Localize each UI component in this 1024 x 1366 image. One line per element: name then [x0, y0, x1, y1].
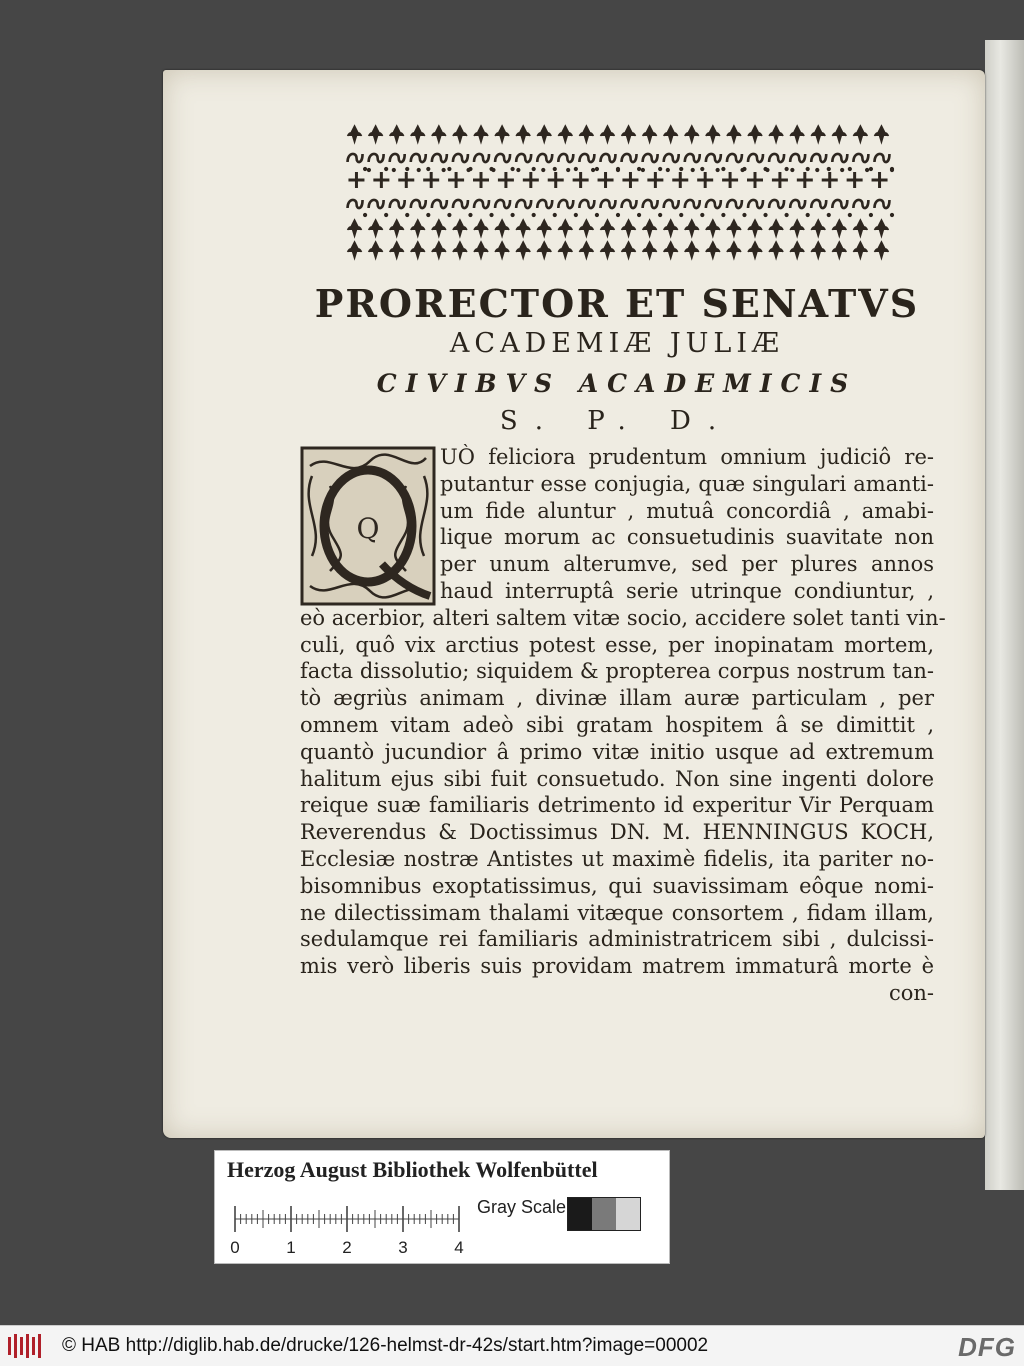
ornament-cross	[872, 172, 888, 188]
ornament-star	[511, 213, 514, 216]
ornament-star	[637, 167, 640, 170]
ornament-fleur	[390, 126, 404, 142]
ruler-number: 2	[342, 1238, 352, 1257]
ornament-scroll	[874, 154, 889, 162]
ornament-star	[741, 168, 744, 171]
ornament-scroll	[643, 200, 658, 208]
document-text	[300, 281, 946, 1007]
ornament-star	[406, 213, 409, 216]
ornament-scroll	[832, 154, 847, 162]
ornament-cross	[548, 172, 564, 188]
ornament-star	[469, 213, 472, 216]
ornament-scroll	[727, 154, 742, 162]
ornament-star	[574, 213, 577, 216]
gray-scale-swatches	[567, 1197, 641, 1231]
ornament-fleur	[474, 126, 488, 142]
ornament-fleur	[811, 126, 825, 142]
ornament-scroll	[558, 154, 573, 162]
title-sub: ACADEMIÆ JULIÆ	[449, 328, 785, 359]
ornament-fleur	[474, 242, 488, 258]
ornament-star	[701, 213, 704, 216]
ornament-scroll	[495, 200, 510, 208]
ornament-scroll	[600, 200, 615, 208]
library-name: Herzog August Bibliothek Wolfenbüttel	[227, 1157, 598, 1182]
ornament-cross	[822, 172, 838, 188]
ornament-scroll	[600, 154, 615, 162]
ornament-star	[785, 213, 788, 216]
ornament-star	[363, 213, 366, 216]
ornament-fleur	[769, 126, 783, 142]
ornament-fleur	[664, 242, 678, 258]
ornament-star	[532, 213, 535, 216]
ornament-scroll	[579, 154, 594, 162]
ornament-fleur	[411, 220, 425, 236]
ornament-scroll	[348, 200, 363, 208]
text-line: sedulamque rei familiaris administratricem sibi , dulcissi-	[300, 927, 934, 952]
ornament-fleur	[622, 126, 636, 142]
ornament-fleur	[558, 220, 572, 236]
ornament-cross	[722, 172, 738, 188]
ornament-scroll	[769, 200, 784, 208]
ornament-star	[827, 167, 830, 170]
ornament-star	[659, 167, 662, 170]
ornament-scroll	[390, 200, 405, 208]
ornament-fleur	[516, 220, 530, 236]
text-line: putantur esse conjugia, quæ singulari amanti-	[440, 471, 934, 496]
ornamental-border	[336, 124, 898, 272]
hab-logo-icon[interactable]	[6, 1331, 46, 1361]
ornament-scroll	[706, 154, 721, 162]
ornament-fleur	[748, 242, 762, 258]
ornament-fleur	[832, 242, 846, 258]
ornament-fleur	[769, 220, 783, 236]
ornament-fleur	[685, 126, 699, 142]
ornament-fleur	[453, 242, 467, 258]
ornament-scroll	[664, 200, 679, 208]
text-line: eò acerbior, alteri saltem vitæ socio, accidere solet tanti vin-	[300, 605, 946, 630]
ornament-star	[542, 168, 545, 171]
text-line: quantò jucundior â primo vitæ initio usque ad extremum	[300, 739, 934, 764]
ornament-cross	[448, 172, 464, 188]
ornament-star	[827, 213, 830, 216]
ornament-fleur	[874, 126, 888, 142]
ornament-fleur	[643, 126, 657, 142]
ornament-scroll	[516, 200, 531, 208]
ornament-star	[848, 167, 851, 170]
ornament-fleur	[390, 242, 404, 258]
ornament-star	[532, 167, 535, 170]
ornament-star	[680, 213, 683, 216]
ornament-fleur	[600, 242, 614, 258]
ornament-scroll	[474, 154, 489, 162]
ornament-fleur	[390, 220, 404, 236]
ornament-star	[511, 167, 514, 170]
ornament-fleur	[579, 242, 593, 258]
ornament-star	[806, 167, 809, 170]
ornament-scroll	[748, 200, 763, 208]
ornament-fleur	[685, 242, 699, 258]
text-line: mis verò liberis suis providam matrem immaturâ morte è	[300, 954, 934, 979]
ornament-fleur	[811, 242, 825, 258]
ornament-fleur	[643, 242, 657, 258]
ornament-star	[392, 168, 395, 171]
ornament-star	[791, 168, 794, 171]
ornament-star	[659, 213, 662, 216]
ornament-star	[616, 213, 619, 216]
text-line: UÒ feliciora prudentum omnium judiciô re-	[440, 445, 934, 469]
ornament-fleur	[622, 220, 636, 236]
swatch-mid	[592, 1198, 616, 1230]
dfg-logo[interactable]: DFG	[958, 1332, 1016, 1362]
ornament-star	[595, 167, 598, 170]
ornament-fleur	[874, 242, 888, 258]
ornament-scroll	[832, 200, 847, 208]
gray-scale-label: Gray Scale	[477, 1197, 567, 1217]
ornament-star	[591, 168, 594, 171]
next-page-edge	[985, 40, 1024, 1190]
ornament-star	[841, 168, 844, 171]
ornament-fleur	[664, 220, 678, 236]
text-line: tò ægriùs animam , divinæ illam auræ particulam , per	[300, 686, 934, 711]
ornament-fleur	[748, 126, 762, 142]
ornament-scroll	[411, 200, 426, 208]
body-text	[300, 444, 946, 1007]
ornament-scroll	[516, 154, 531, 162]
ornament-star	[616, 168, 619, 171]
ornament-fleur	[537, 242, 551, 258]
ornament-star	[816, 168, 819, 171]
ornament-cross	[373, 172, 389, 188]
ornament-fleur	[579, 126, 593, 142]
ornament-star	[766, 168, 769, 171]
ornament-star	[367, 168, 370, 171]
ornament-cross	[672, 172, 688, 188]
ornament-star	[680, 167, 683, 170]
ornament-scroll	[769, 154, 784, 162]
ornament-star	[427, 167, 430, 170]
ornament-star	[641, 168, 644, 171]
ornament-cross	[473, 172, 489, 188]
ornament-fleur	[664, 126, 678, 142]
ornament-star	[427, 213, 430, 216]
ornament-star	[567, 168, 570, 171]
ornament-fleur	[790, 126, 804, 142]
ornament-star	[517, 168, 520, 171]
ornament-star	[448, 167, 451, 170]
ornament-star	[363, 167, 366, 170]
ornament-fleur	[790, 220, 804, 236]
ornament-scroll	[811, 200, 826, 208]
decorated-initial	[300, 446, 436, 606]
ornament-fleur	[579, 220, 593, 236]
ornament-scroll	[622, 154, 637, 162]
title-salutation: S. P. D.	[499, 406, 735, 436]
text-line: reique suæ familiaris detrimento id experitur Vir Perquam	[300, 793, 934, 818]
ornament-fleur	[853, 126, 867, 142]
ruler-number: 3	[398, 1238, 408, 1257]
ornament-cross	[622, 172, 638, 188]
ornament-fleur	[622, 242, 636, 258]
ornament-scroll	[474, 200, 489, 208]
ornament-fleur	[853, 220, 867, 236]
ornament-fleur	[769, 242, 783, 258]
ornament-scroll	[537, 200, 552, 208]
ornament-cross	[697, 172, 713, 188]
ornament-fleur	[369, 126, 383, 142]
ornament-fleur	[558, 242, 572, 258]
ornament-cross	[647, 172, 663, 188]
text-line: facta dissolutio; siquidem & propterea corpus nostrum tan-	[300, 659, 934, 684]
ornament-fleur	[495, 220, 509, 236]
ornament-fleur	[832, 126, 846, 142]
copyright-url[interactable]: © HAB http://diglib.hab.de/drucke/126-helmst-dr-42s/start.htm?image=00002	[62, 1335, 709, 1356]
ornament-star	[385, 167, 388, 170]
text-line: haud interruptâ serie utrinque condiuntur, ,	[440, 578, 934, 603]
ornament-star	[417, 168, 420, 171]
ornament-scroll	[369, 200, 384, 208]
ornament-scroll	[853, 200, 868, 208]
ornament-fleur	[790, 242, 804, 258]
catchword: con-	[888, 980, 934, 1005]
text-line: ne dilectissimam thalami vitæque consortem , fidam illam,	[300, 900, 934, 925]
ornament-fleur	[369, 242, 383, 258]
ornament-star	[442, 168, 445, 171]
ornament-fleur	[432, 220, 446, 236]
ornament-fleur	[706, 220, 720, 236]
ornament-scroll	[495, 154, 510, 162]
ornament-cross	[398, 172, 414, 188]
swatch-dark	[568, 1198, 592, 1230]
ornament-fleur	[495, 242, 509, 258]
ornament-fleur	[348, 220, 362, 236]
ornament-fleur	[516, 126, 530, 142]
ornament-scroll	[558, 200, 573, 208]
ornament-scroll	[874, 200, 889, 208]
text-line: um fide aluntur , mutuâ concordiâ , amabi-	[440, 498, 934, 523]
text-line: Ecclesiæ nostræ Antistes ut maximè fidelis, ita pariter no-	[300, 846, 934, 871]
ornament-scroll	[685, 154, 700, 162]
ornament-fleur	[706, 242, 720, 258]
ornament-cross	[423, 172, 439, 188]
ornament-fleur	[706, 126, 720, 142]
ornament-star	[716, 168, 719, 171]
scale-ruler	[227, 1191, 467, 1263]
ornament-fleur	[453, 220, 467, 236]
ornament-scroll	[579, 200, 594, 208]
ornament-star	[385, 213, 388, 216]
ornament-star	[764, 213, 767, 216]
ornament-fleur	[474, 220, 488, 236]
ornament-star	[637, 213, 640, 216]
ornament-fleur	[874, 220, 888, 236]
ornament-star	[869, 213, 872, 216]
ornament-star	[492, 168, 495, 171]
ornament-fleur	[727, 242, 741, 258]
ornament-fleur	[411, 242, 425, 258]
ornament-scroll	[853, 154, 868, 162]
ornament-star	[553, 167, 556, 170]
ornament-cross	[847, 172, 863, 188]
swatch-light	[616, 1198, 640, 1230]
ornament-cross	[598, 172, 614, 188]
text-line: per unum alterumve, sed per plures annos	[440, 552, 934, 577]
ornament-fleur	[853, 242, 867, 258]
ornament-cross	[523, 172, 539, 188]
ornament-star	[869, 167, 872, 170]
ornament-scroll	[432, 200, 447, 208]
ornament-fleur	[369, 220, 383, 236]
ornament-star	[406, 167, 409, 170]
ornament-cross	[797, 172, 813, 188]
ornament-scroll	[453, 200, 468, 208]
ornament-scroll	[664, 154, 679, 162]
ornament-star	[743, 213, 746, 216]
title-addressee: CIVIBVS ACADEMICIS	[376, 369, 858, 398]
ornament-scroll	[748, 154, 763, 162]
ornament-scroll	[811, 154, 826, 162]
ornament-fleur	[516, 242, 530, 258]
text-line: halitum ejus sibi fuit consuetudo. Non sine ingenti dolore	[300, 766, 934, 791]
ornament-fleur	[685, 220, 699, 236]
ornament-fleur	[748, 220, 762, 236]
ornament-star	[806, 213, 809, 216]
ornament-fleur	[495, 126, 509, 142]
ornament-fleur	[537, 220, 551, 236]
ornament-star	[490, 213, 493, 216]
ornament-fleur	[432, 126, 446, 142]
ornament-fleur	[727, 126, 741, 142]
ornament-scroll	[790, 200, 805, 208]
ornament-fleur	[600, 220, 614, 236]
ornament-cross	[573, 172, 589, 188]
ornament-star	[701, 167, 704, 170]
ornament-scroll	[622, 200, 637, 208]
ornament-scroll	[432, 154, 447, 162]
text-line: omnem vitam adeò sibi gratam hospitem â se dimittit ,	[300, 712, 934, 737]
title-main: PRORECTOR ET SENATVS	[314, 281, 920, 326]
ornament-fleur	[832, 220, 846, 236]
ornament-star	[595, 213, 598, 216]
ruler-number: 1	[286, 1238, 296, 1257]
ornament-fleur	[727, 220, 741, 236]
ornament-star	[574, 167, 577, 170]
ornament-star	[785, 167, 788, 170]
ornament-fleur	[411, 126, 425, 142]
ornament-star	[666, 168, 669, 171]
ornament-scroll	[790, 154, 805, 162]
ornament-scroll	[727, 200, 742, 208]
ornament-scroll	[537, 154, 552, 162]
ornament-cross	[747, 172, 763, 188]
ruler-number: 0	[230, 1238, 240, 1257]
ornament-scroll	[706, 200, 721, 208]
status-bar	[0, 1325, 1024, 1366]
ornament-star	[890, 168, 893, 171]
text-line: culi, quô vix arctius potest esse, per inopinatam mortem,	[300, 632, 934, 657]
library-card	[214, 1150, 670, 1264]
ornament-fleur	[558, 126, 572, 142]
text-line: lique morum ac consuetudinis suavitate non	[440, 525, 934, 550]
ornament-fleur	[811, 220, 825, 236]
ornament-star	[448, 213, 451, 216]
ornament-star	[890, 213, 893, 216]
ornament-fleur	[348, 126, 362, 142]
ornament-cross	[772, 172, 788, 188]
ornament-scroll	[643, 154, 658, 162]
text-line: bisomnibus exoptatissimus, qui suavissimam eôque nomi-	[300, 873, 934, 898]
ornament-scroll	[390, 154, 405, 162]
ornament-scroll	[453, 154, 468, 162]
ornament-star	[848, 213, 851, 216]
ornament-star	[691, 168, 694, 171]
ornament-star	[722, 167, 725, 170]
ruler-number: 4	[454, 1238, 464, 1257]
ornament-star	[553, 213, 556, 216]
ornament-fleur	[600, 126, 614, 142]
ornament-cross	[498, 172, 514, 188]
ornament-star	[467, 168, 470, 171]
ornament-scroll	[411, 154, 426, 162]
ornament-fleur	[537, 126, 551, 142]
ornament-scroll	[685, 200, 700, 208]
initial-letter: Q	[356, 512, 380, 545]
ornament-star	[722, 213, 725, 216]
ornament-fleur	[643, 220, 657, 236]
ornament-fleur	[453, 126, 467, 142]
ornament-fleur	[432, 242, 446, 258]
ornament-cross	[348, 172, 364, 188]
text-line: Reverendus & Doctissimus DN. M. HENNINGUS KOCH,	[300, 820, 934, 845]
ornament-star	[865, 168, 868, 171]
ornament-scroll	[348, 154, 363, 162]
ornament-fleur	[348, 242, 362, 258]
ornament-scroll	[369, 154, 384, 162]
